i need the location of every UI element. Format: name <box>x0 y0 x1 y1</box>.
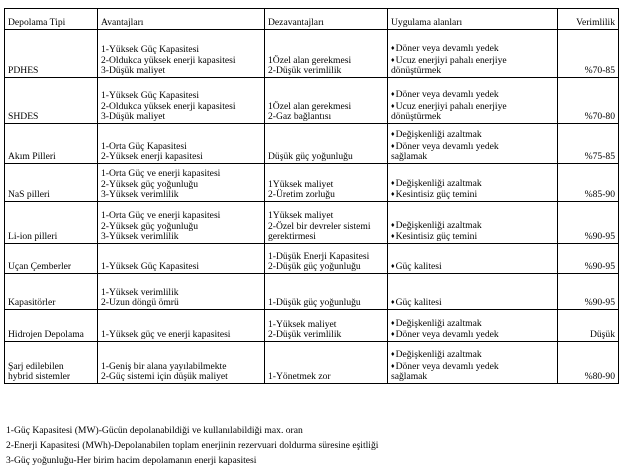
table-row <box>5 78 619 124</box>
applications-cell-line: ♦ Ucuz enerjiyi pahalı enerjiye <box>391 55 554 67</box>
storage-comparison-table <box>4 8 619 384</box>
advantages-cell-line: 2-Uzun döngü ömrü <box>101 297 179 309</box>
applications-cell <box>388 164 558 202</box>
advantages-cell <box>98 342 265 384</box>
disadvantages-cell-line: 2-Üretim zorluğu <box>268 189 335 201</box>
efficiency-cell: %80-90 <box>558 342 619 384</box>
disadvantages-cell <box>265 124 388 164</box>
advantages-cell-line: 2-Yüksek güç yoğunluğu <box>101 220 198 232</box>
table-row <box>5 164 619 202</box>
disadvantages-cell-line: 1Yüksek maliyet <box>268 178 334 190</box>
table-header-row <box>5 9 619 30</box>
footnote-power-capacity: 1-Güç Kapasitesi (MW)-Gücün depolanabildiği ve kullanılabildiği max. oran <box>6 425 303 436</box>
advantages-cell <box>98 164 265 202</box>
applications-cell-line: ♦ Güç kalitesi <box>391 261 554 273</box>
header-applications: Uygulama alanları <box>388 9 558 30</box>
efficiency-cell: %90-95 <box>558 202 619 244</box>
header-storage-type: Depolama Tipi <box>5 9 98 30</box>
applications-cell-line: ♦ Döner veya devamlı yedek <box>391 329 554 341</box>
advantages-cell-line: 2-Yüksek güç yoğunluğu <box>101 178 198 190</box>
advantages-cell-line: 3-Yüksek verimlilik <box>101 231 179 243</box>
advantages-cell-line: 3-Düşük maliyet <box>101 65 166 77</box>
applications-cell <box>388 30 558 78</box>
table-row <box>5 124 619 164</box>
applications-cell-line: dönüştürmek <box>391 65 442 77</box>
disadvantages-cell <box>265 274 388 310</box>
disadvantages-cell <box>265 244 388 274</box>
efficiency-cell: %85-90 <box>558 164 619 202</box>
disadvantages-cell-line: 1-Düşük güç yoğunluğu <box>268 297 361 309</box>
disadvantages-cell-line: 2-Düşük verimlilik <box>268 65 342 77</box>
advantages-cell <box>98 124 265 164</box>
storage-type-cell <box>5 202 98 244</box>
disadvantages-cell-line: 1-Yönetmek zor <box>268 371 331 383</box>
advantages-cell <box>98 78 265 124</box>
storage-type-cell-line: Kapasitörler <box>8 297 56 309</box>
disadvantages-cell <box>265 342 388 384</box>
disadvantages-cell <box>265 202 388 244</box>
storage-type-cell-line: Şarj edilebilen <box>8 360 64 372</box>
storage-type-cell <box>5 310 98 342</box>
applications-cell-line: ♦ Kesintisiz güç temini <box>391 231 554 243</box>
disadvantages-cell <box>265 310 388 342</box>
applications-cell-line: ♦ Ucuz enerjiyi pahalı enerjiye <box>391 101 554 113</box>
footnote-energy-capacity: 2-Enerji Kapasitesi (MWh)-Depolanabilen toplam enerjinin rezervuari doldurma süresine eşitliği <box>6 440 379 451</box>
efficiency-cell: %70-85 <box>558 30 619 78</box>
disadvantages-cell-line: 1Özel alan gerekmesi <box>268 100 352 112</box>
applications-cell-line: ♦ Değişkenliği azaltmak <box>391 220 554 232</box>
advantages-cell-line: 3-Yüksek verimlilik <box>101 189 179 201</box>
advantages-cell-line: 2-Yüksek enerji kapasitesi <box>101 151 203 163</box>
table-row <box>5 310 619 342</box>
disadvantages-cell-line: 1-Yüksek maliyet <box>268 318 337 330</box>
advantages-cell-line: 3-Düşük maliyet <box>101 111 166 123</box>
disadvantages-cell <box>265 164 388 202</box>
applications-cell-line: ♦ Değişkenliği azaltmak <box>391 349 554 361</box>
applications-cell-line: ♦ Değişkenliği azaltmak <box>391 178 554 190</box>
disadvantages-cell-line: 2-Düşük güç yoğunluğu <box>268 261 361 273</box>
table-row <box>5 244 619 274</box>
advantages-cell-line: 1-Yüksek verimlilik <box>101 286 179 298</box>
disadvantages-cell-line: gerektirmesi <box>268 231 316 243</box>
efficiency-cell: Düşük <box>558 310 619 342</box>
disadvantages-cell <box>265 78 388 124</box>
applications-cell <box>388 274 558 310</box>
disadvantages-cell-line: 2-Düşük verimlilik <box>268 329 342 341</box>
storage-type-cell <box>5 78 98 124</box>
applications-cell <box>388 342 558 384</box>
advantages-cell <box>98 244 265 274</box>
efficiency-cell: %70-80 <box>558 78 619 124</box>
efficiency-cell: %90-95 <box>558 274 619 310</box>
header-efficiency: Verimlilik <box>558 9 619 30</box>
applications-cell <box>388 78 558 124</box>
table-row <box>5 30 619 78</box>
advantages-cell-line: 1-Yüksek Güç Kapasitesi <box>101 90 200 102</box>
efficiency-cell: %75-85 <box>558 124 619 164</box>
disadvantages-cell-line: 1Yüksek maliyet <box>268 210 334 222</box>
advantages-cell-line: 1-Orta Güç ve enerji kapasitesi <box>101 210 221 222</box>
advantages-cell <box>98 202 265 244</box>
applications-cell-line: ♦ Döner veya devamlı yedek <box>391 141 554 153</box>
disadvantages-cell-line: 2-Özel bir devreler sistemi <box>268 220 371 232</box>
storage-type-cell <box>5 164 98 202</box>
storage-type-cell <box>5 342 98 384</box>
storage-type-cell-line: Li-ion pilleri <box>8 231 58 243</box>
advantages-cell <box>98 310 265 342</box>
applications-cell-line: ♦ Değişkenliği azaltmak <box>391 318 554 330</box>
applications-cell <box>388 202 558 244</box>
storage-type-cell <box>5 274 98 310</box>
applications-cell-line: ♦ Değişkenliği azaltmak <box>391 129 554 141</box>
disadvantages-cell-line: Düşük güç yoğunluğu <box>268 151 353 163</box>
disadvantages-cell-line: 1-Düşük Enerji Kapasitesi <box>268 250 370 262</box>
applications-cell-line: ♦ Döner veya devamlı yedek <box>391 43 554 55</box>
table-row <box>5 202 619 244</box>
disadvantages-cell-line: 1Özel alan gerekmesi <box>268 54 352 66</box>
disadvantages-cell-line: 2-Gaz bağlantısı <box>268 111 332 123</box>
advantages-cell-line: 1-Yüksek güç ve enerji kapasitesi <box>101 329 231 341</box>
disadvantages-cell <box>265 30 388 78</box>
applications-cell-line: ♦ Güç kalitesi <box>391 297 554 309</box>
header-advantages: Avantajları <box>98 9 265 30</box>
applications-cell <box>388 244 558 274</box>
efficiency-cell: %90-95 <box>558 244 619 274</box>
applications-cell-line: ♦ Kesintisiz güç temini <box>391 189 554 201</box>
storage-type-cell-line: NaS pilleri <box>8 189 50 201</box>
footnotes <box>6 425 378 470</box>
storage-type-cell <box>5 244 98 274</box>
storage-type-cell-line: hybrid sistemler <box>8 371 71 383</box>
storage-type-cell-line: SHDES <box>8 111 39 123</box>
advantages-cell-line: 1-Orta Güç Kapasitesi <box>101 140 187 152</box>
applications-cell-line: sağlamak <box>391 151 428 163</box>
applications-cell-line: dönüştürmek <box>391 111 442 123</box>
advantages-cell <box>98 274 265 310</box>
storage-type-cell-line: Uçan Çemberler <box>8 261 72 273</box>
advantages-cell-line: 2-Oldukca yüksek enerji kapasitesi <box>101 54 236 66</box>
storage-type-cell-line: PDHES <box>8 65 39 77</box>
applications-cell-line: ♦ Döner veya devamlı yedek <box>391 89 554 101</box>
applications-cell-line: sağlamak <box>391 371 428 383</box>
advantages-cell-line: 2-Oldukca yüksek enerji kapasitesi <box>101 100 236 112</box>
advantages-cell-line: 1-Geniş bir alana yayılabilmekte <box>101 360 227 372</box>
storage-type-cell <box>5 30 98 78</box>
advantages-cell-line: 1-Yüksek Güç Kapasitesi <box>101 261 200 273</box>
advantages-cell <box>98 30 265 78</box>
table-row <box>5 342 619 384</box>
storage-type-cell-line: Akım Pilleri <box>8 151 56 163</box>
applications-cell <box>388 310 558 342</box>
header-disadvantages: Dezavantajları <box>265 9 388 30</box>
storage-type-cell <box>5 124 98 164</box>
table-row <box>5 274 619 310</box>
applications-cell-line: ♦ Döner veya devamlı yedek <box>391 361 554 373</box>
storage-type-cell-line: Hidrojen Depolama <box>8 329 84 341</box>
advantages-cell-line: 1-Orta Güç ve enerji kapasitesi <box>101 168 221 180</box>
footnote-power-density: 3-Güç yoğunluğu-Her birim hacim depolamanın enerji kapasitesi <box>6 455 257 466</box>
advantages-cell-line: 1-Yüksek Güç Kapasitesi <box>101 44 200 56</box>
advantages-cell-line: 2-Güç sistemi için düşük maliyet <box>101 371 228 383</box>
applications-cell <box>388 124 558 164</box>
